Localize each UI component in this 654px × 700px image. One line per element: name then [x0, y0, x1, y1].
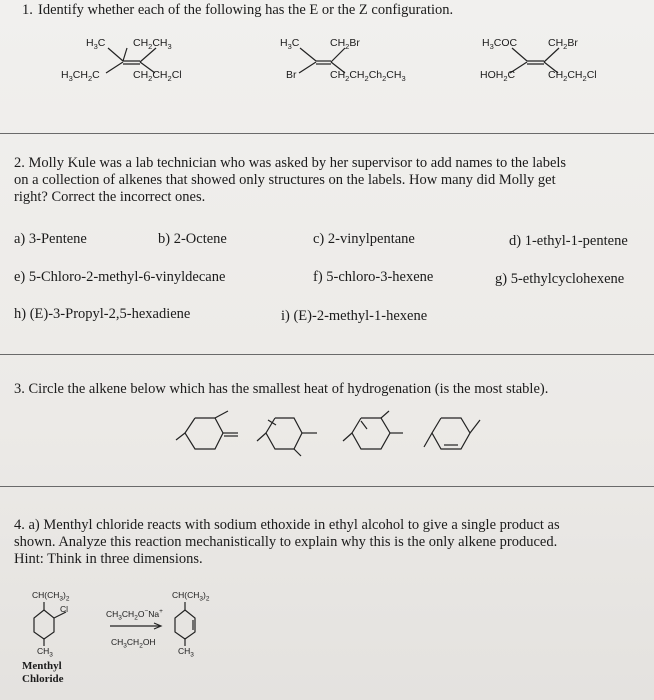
- q3-alkene-2: [257, 418, 317, 456]
- mol2-bottom-left: Br: [286, 69, 297, 81]
- q4-reagent-ethanol: $CH_3CH_2OH$: [111, 637, 156, 650]
- divider-2: [0, 354, 654, 355]
- q2-line-2: on a collection of alkenes that showed only structures on the labels. How many did Molly get: [14, 172, 556, 188]
- mol2-top-left: $H_3C$: [280, 37, 300, 52]
- divider-3: [0, 486, 654, 487]
- q2-option-d: d) 1-ethyl-1-pentene: [509, 233, 628, 249]
- mol3-bottom-left: $HOH_2C$: [480, 69, 516, 84]
- q4-reagent-ethoxide: $CH_3CH_2O^-Na^+$: [106, 608, 163, 622]
- q2-option-i: i) (E)-2-methyl-1-hexene: [281, 308, 428, 324]
- q2-option-a: a) 3-Pentene: [14, 231, 87, 247]
- mol1-top-right: $CH_2CH_3$: [133, 37, 172, 52]
- q3-prompt: 3. Circle the alkene below which has the smallest heat of hydrogenation (is the most stable).: [14, 381, 549, 397]
- q3-alkene-1: [176, 411, 238, 449]
- mol3-bottom-right: $CH_2CH_2Cl$: [548, 69, 597, 84]
- mol3-top-left: $H_3COC$: [482, 37, 518, 52]
- q4-product-methyl: $CH_3$: [178, 646, 194, 659]
- q4-product-ring: [175, 602, 195, 646]
- mol2-bottom-right: $CH_2CH_2Ch_2CH_3$: [330, 69, 406, 84]
- q2-option-h: h) (E)-3-Propyl-2,5-hexadiene: [14, 306, 191, 322]
- q2-option-g: g) 5-ethylcyclohexene: [495, 271, 625, 287]
- mol2-top-right: $CH_2Br$: [330, 37, 360, 52]
- q4-reactant-methyl: $CH_3$: [37, 646, 53, 659]
- q2-option-b: b) 2-Octene: [158, 231, 227, 247]
- divider-1: [0, 133, 654, 134]
- q4-label-chloride: Chloride: [22, 673, 64, 685]
- mol3-top-right: $CH_2Br$: [548, 37, 578, 52]
- q4-label-menthyl: Menthyl: [22, 660, 62, 672]
- q1-prompt: Identify whether each of the following has the E or the Z configuration.: [38, 2, 454, 18]
- q2-option-e: e) 5-Chloro-2-methyl-6-vinyldecane: [14, 269, 226, 285]
- q2-line-3: right? Correct the incorrect ones.: [14, 189, 206, 205]
- mol1-bottom-left: $H_3CH_2C$: [61, 69, 100, 84]
- q4-reaction-arrow: [110, 623, 161, 629]
- q1-number: 1.: [22, 2, 33, 18]
- q4-reactant-chloro: Cl: [60, 604, 69, 614]
- q4-line-3: Hint: Think in three dimensions.: [14, 551, 203, 567]
- q3-alkene-4: [424, 418, 480, 449]
- q2-option-c: c) 2-vinylpentane: [313, 231, 415, 247]
- mol1-top-left: $H_3C$: [86, 37, 106, 52]
- q4-reactant-isopropyl: $CH(CH_3)_2$: [32, 590, 70, 603]
- q4-line-1: 4. a) Menthyl chloride reacts with sodium ethoxide in ethyl alcohol to give a single product as: [14, 517, 560, 533]
- q4-product-isopropyl: $CH(CH_3)_2$: [172, 590, 210, 603]
- q2-option-f: f) 5-chloro-3-hexene: [313, 269, 434, 285]
- mol1-bottom-right: $CH_2CH_2Cl$: [133, 69, 182, 84]
- q3-alkene-3: [343, 411, 403, 449]
- q4-line-2: shown. Analyze this reaction mechanistically to explain why this is the only alkene produced.: [14, 534, 558, 550]
- q2-line-1: 2. Molly Kule was a lab technician who was asked by her supervisor to add names to the labels: [14, 155, 567, 171]
